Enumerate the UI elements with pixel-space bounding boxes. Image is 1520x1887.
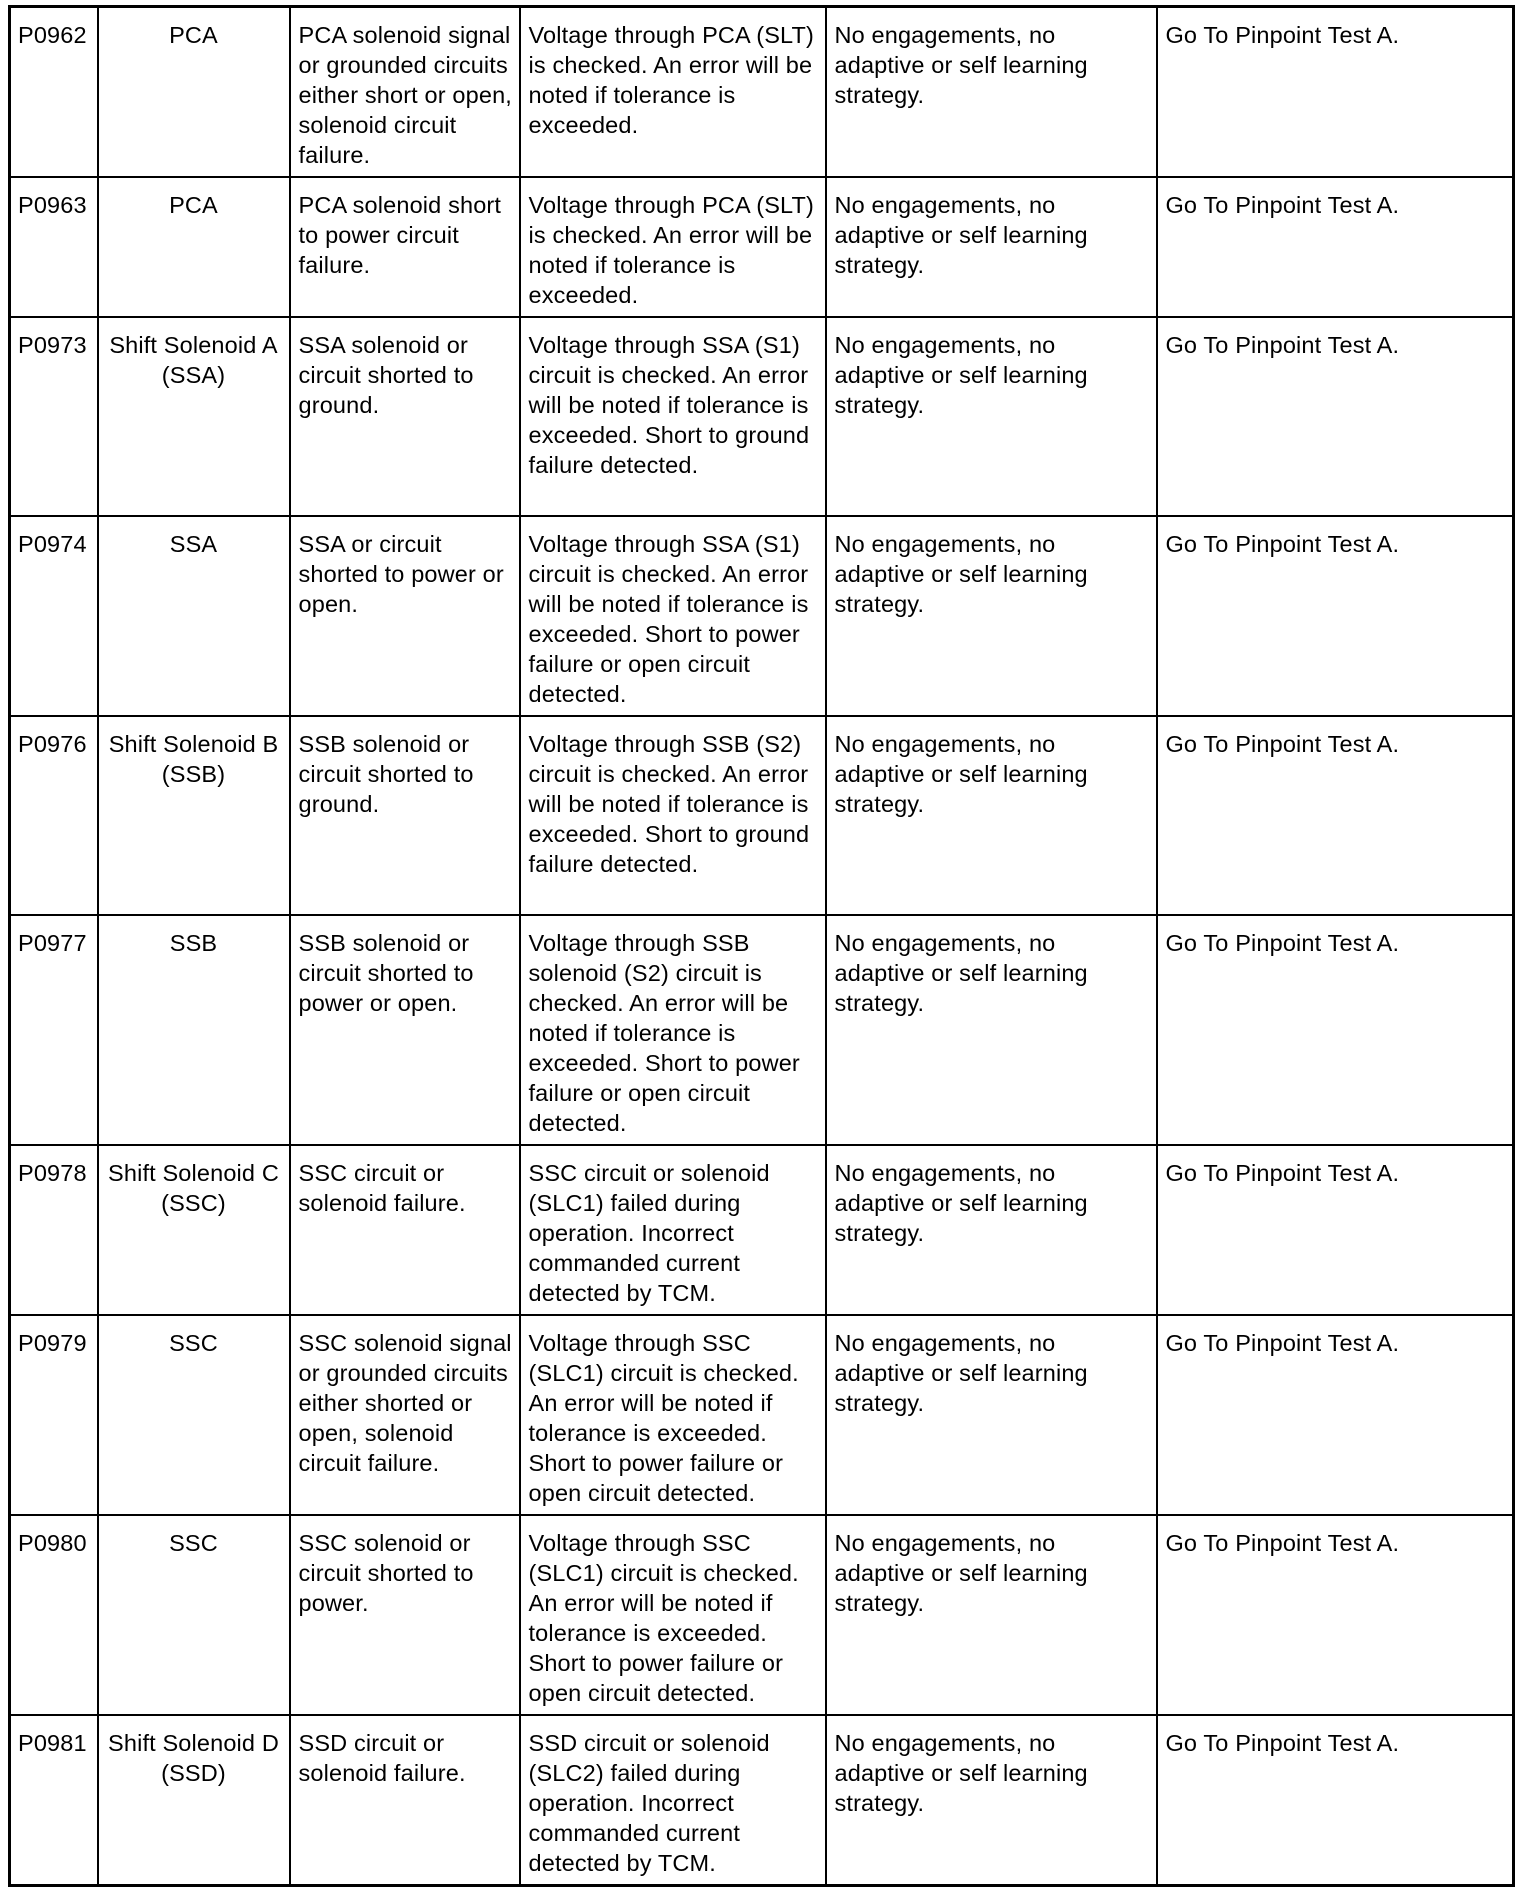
description-cell: PCA solenoid short to power circuit failure. bbox=[290, 177, 520, 317]
symptom-cell: No engagements, no adaptive or self learning strategy. bbox=[826, 1315, 1157, 1515]
symptom-cell: No engagements, no adaptive or self learning strategy. bbox=[826, 516, 1157, 716]
symptom-cell: No engagements, no adaptive or self learning strategy. bbox=[826, 716, 1157, 915]
symptom-cell: No engagements, no adaptive or self learning strategy. bbox=[826, 915, 1157, 1145]
dtc-code-cell: P0963 bbox=[10, 177, 98, 317]
dtc-code-cell: P0980 bbox=[10, 1515, 98, 1715]
description-cell: SSD circuit or solenoid failure. bbox=[290, 1715, 520, 1886]
symptom-cell: No engagements, no adaptive or self learning strategy. bbox=[826, 1145, 1157, 1315]
condition-cell: Voltage through SSC (SLC1) circuit is checked. An error will be noted if tolerance is exceeded. Short to power failure or open circuit detected. bbox=[520, 1515, 826, 1715]
action-cell: Go To Pinpoint Test A. bbox=[1157, 1715, 1514, 1886]
component-cell: Shift Solenoid D (SSD) bbox=[98, 1715, 290, 1886]
dtc-code-cell: P0962 bbox=[10, 7, 98, 178]
action-cell: Go To Pinpoint Test A. bbox=[1157, 716, 1514, 915]
symptom-cell: No engagements, no adaptive or self learning strategy. bbox=[826, 177, 1157, 317]
condition-cell: Voltage through SSA (S1) circuit is checked. An error will be noted if tolerance is exceeded. Short to ground failure detected. bbox=[520, 317, 826, 516]
condition-cell: Voltage through SSC (SLC1) circuit is checked. An error will be noted if tolerance is exceeded. Short to power failure or open circuit detected. bbox=[520, 1315, 826, 1515]
dtc-code-cell: P0973 bbox=[10, 317, 98, 516]
action-cell: Go To Pinpoint Test A. bbox=[1157, 1145, 1514, 1315]
action-cell: Go To Pinpoint Test A. bbox=[1157, 1315, 1514, 1515]
condition-cell: SSC circuit or solenoid (SLC1) failed during operation. Incorrect commanded current detected by TCM. bbox=[520, 1145, 826, 1315]
condition-cell: SSD circuit or solenoid (SLC2) failed during operation. Incorrect commanded current detected by TCM. bbox=[520, 1715, 826, 1886]
dtc-code-cell: P0981 bbox=[10, 1715, 98, 1886]
condition-cell: Voltage through SSB (S2) circuit is checked. An error will be noted if tolerance is exceeded. Short to ground failure detected. bbox=[520, 716, 826, 915]
component-cell: SSB bbox=[98, 915, 290, 1145]
symptom-cell: No engagements, no adaptive or self learning strategy. bbox=[826, 7, 1157, 178]
symptom-cell: No engagements, no adaptive or self learning strategy. bbox=[826, 1715, 1157, 1886]
table-row bbox=[10, 716, 1514, 915]
action-cell: Go To Pinpoint Test A. bbox=[1157, 516, 1514, 716]
dtc-code-cell: P0979 bbox=[10, 1315, 98, 1515]
table-row bbox=[10, 317, 1514, 516]
dtc-code-cell: P0977 bbox=[10, 915, 98, 1145]
condition-cell: Voltage through SSA (S1) circuit is checked. An error will be noted if tolerance is exceeded. Short to power failure or open circuit detected. bbox=[520, 516, 826, 716]
component-cell: SSC bbox=[98, 1515, 290, 1715]
action-cell: Go To Pinpoint Test A. bbox=[1157, 317, 1514, 516]
table-row bbox=[10, 915, 1514, 1145]
component-cell: SSC bbox=[98, 1315, 290, 1515]
component-cell: SSA bbox=[98, 516, 290, 716]
symptom-cell: No engagements, no adaptive or self learning strategy. bbox=[826, 1515, 1157, 1715]
component-cell: Shift Solenoid B (SSB) bbox=[98, 716, 290, 915]
description-cell: SSB solenoid or circuit shorted to power or open. bbox=[290, 915, 520, 1145]
table-row bbox=[10, 1515, 1514, 1715]
dtc-page bbox=[8, 5, 1512, 1887]
condition-cell: Voltage through SSB solenoid (S2) circuit is checked. An error will be noted if tolerance is exceeded. Short to power failure or open circuit detected. bbox=[520, 915, 826, 1145]
component-cell: PCA bbox=[98, 177, 290, 317]
symptom-cell: No engagements, no adaptive or self learning strategy. bbox=[826, 317, 1157, 516]
table-row bbox=[10, 516, 1514, 716]
dtc-code-cell: P0974 bbox=[10, 516, 98, 716]
description-cell: SSC solenoid signal or grounded circuits either shorted or open, solenoid circuit failure. bbox=[290, 1315, 520, 1515]
description-cell: SSA solenoid or circuit shorted to ground. bbox=[290, 317, 520, 516]
dtc-code-cell: P0976 bbox=[10, 716, 98, 915]
description-cell: SSA or circuit shorted to power or open. bbox=[290, 516, 520, 716]
component-cell: Shift Solenoid A (SSA) bbox=[98, 317, 290, 516]
table-row bbox=[10, 1715, 1514, 1886]
dtc-code-cell: P0978 bbox=[10, 1145, 98, 1315]
description-cell: PCA solenoid signal or grounded circuits either short or open, solenoid circuit failure. bbox=[290, 7, 520, 178]
description-cell: SSC solenoid or circuit shorted to power. bbox=[290, 1515, 520, 1715]
action-cell: Go To Pinpoint Test A. bbox=[1157, 177, 1514, 317]
dtc-table-body bbox=[10, 7, 1514, 1886]
condition-cell: Voltage through PCA (SLT) is checked. An error will be noted if tolerance is exceeded. bbox=[520, 177, 826, 317]
action-cell: Go To Pinpoint Test A. bbox=[1157, 915, 1514, 1145]
table-row bbox=[10, 1315, 1514, 1515]
action-cell: Go To Pinpoint Test A. bbox=[1157, 7, 1514, 178]
dtc-table bbox=[8, 5, 1515, 1887]
table-row bbox=[10, 177, 1514, 317]
component-cell: Shift Solenoid C (SSC) bbox=[98, 1145, 290, 1315]
description-cell: SSC circuit or solenoid failure. bbox=[290, 1145, 520, 1315]
table-row bbox=[10, 7, 1514, 178]
table-row bbox=[10, 1145, 1514, 1315]
description-cell: SSB solenoid or circuit shorted to ground. bbox=[290, 716, 520, 915]
component-cell: PCA bbox=[98, 7, 290, 178]
condition-cell: Voltage through PCA (SLT) is checked. An error will be noted if tolerance is exceeded. bbox=[520, 7, 826, 178]
action-cell: Go To Pinpoint Test A. bbox=[1157, 1515, 1514, 1715]
